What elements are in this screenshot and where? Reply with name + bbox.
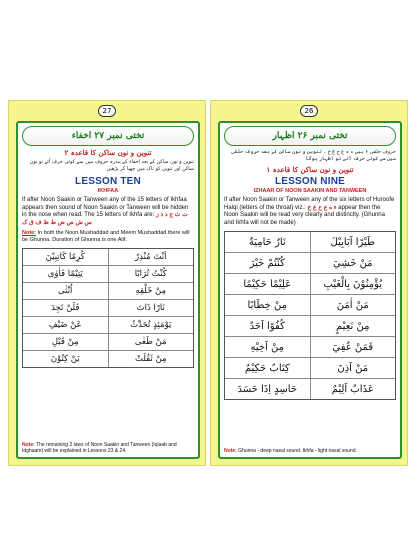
grid-cell: كِتَابٌ حَكِيْمٌ [244, 362, 290, 374]
grid-cell: فَلَنْ تَجِدَ [51, 302, 80, 313]
lesson-subtitle: IKHFAA [97, 188, 119, 194]
grid-row [23, 299, 193, 316]
urdu-rule-heading: تنوین و نون ساکن کا قاعدہ ۲ [64, 148, 152, 157]
example-grid [224, 231, 396, 400]
grid-cell: مَنْ طَغٰى [108, 334, 194, 350]
grid-cell: مِنْ خِطَابًا [247, 299, 287, 311]
lesson-paragraph [22, 197, 194, 227]
grid-cell: مِنْ خَلْقِهِ [108, 283, 194, 299]
lesson-card [218, 121, 402, 459]
grid-cell: مِنْ قَبْلِ [51, 336, 79, 347]
footer-note [22, 442, 194, 454]
urdu-title-banner: تختی نمبر ۲۷ اخفاء [22, 126, 194, 146]
grid-cell: يُؤْمِنُوْنَ بِالْغَيْبِ [310, 274, 396, 294]
note-text: In both the Noon Mushaddad and Meem Mushaddad there will be Ghunna. Duration of Ghunna is one Alif. [22, 230, 190, 243]
grid-cell: مِنْ نَعِيْمٍ [310, 316, 396, 336]
grid-cell: عَنْ ضَيْفِ [48, 319, 82, 330]
lesson-paragraph [224, 197, 396, 227]
right-page [210, 100, 408, 466]
lesson-card [16, 121, 200, 459]
urdu-rule-description: حروف حلقی ۶ ہیں ء ہ ع ح غ خ ۔ تنوین و نون ساکن کے بعد حروف حلقی میں سے کوئی حرف آئے تو اظہار ہوگا [231, 149, 396, 162]
grid-cell: نَارٌ حَامِيَةٌ [248, 236, 286, 248]
grid-cell: كُنْتُ تُرَابًا [108, 266, 194, 282]
grid-cell: كُفُوًا اَحَدٌ [249, 320, 285, 332]
page-number: 27 [98, 105, 116, 117]
note [22, 230, 194, 244]
grid-row [23, 282, 193, 299]
grid-cell: حَاسِدٍ اِذَا حَسَدَ [237, 383, 298, 395]
grid-cell: مَنْ اَذِنَ [310, 358, 396, 378]
left-page [8, 100, 206, 466]
urdu-rule-description: تنوین و نون ساکن کے بعد اخفاء کے پندرہ حروف میں سے کوئی حرف آئے تو نون ساکن اور تنوین کو ناک میں چھپا کر پڑھیں [29, 159, 194, 172]
footer-note-text: The remaining 2 laws of Noon Saakin and Tanween (Iqlaab and Idghaam) will be explained in Lessons 23 & 24. [22, 442, 177, 454]
grid-row [225, 273, 395, 294]
note-label: Note: [22, 230, 37, 236]
ikhfa-letters: ت ث ج د ذ ز س ش ص ض ط ظ ف ق ک [22, 212, 188, 226]
footer-note-label: Note: [22, 442, 35, 448]
grid-cell: يَوْمَئِذٍ تُحَدِّثُ [108, 317, 194, 333]
paragraph-text: If after Noon Saakin or Tanween any of the six letters of Huroofe Halqi (letters of the throat) viz.: [224, 197, 395, 211]
urdu-title-banner: تختی نمبر ۲۶ اظہار [224, 126, 396, 146]
grid-cell: عَلِيْمًا حَكِيْمًا [243, 278, 292, 290]
lesson-title: LESSON TEN [75, 176, 141, 187]
grid-row [23, 350, 193, 367]
paragraph-text-continued: appear then the Noon Saakin will be read very clearly and distinctly. (Ghunna and Ikhfa will not be made) [224, 204, 385, 226]
grid-row [225, 252, 395, 273]
grid-cell: فَمَنْ عُفِيَ [310, 337, 396, 357]
grid-row [225, 336, 395, 357]
grid-row [23, 316, 193, 333]
lesson-subtitle: IZHAAR OF NOON SAAKIN AND TANWEEN [253, 188, 367, 194]
grid-cell: مِنْ ثَقُلَتْ [108, 351, 194, 367]
grid-cell: يَنْ كِتُوْنَ [50, 353, 80, 364]
footer-note [224, 448, 396, 454]
grid-cell: يَتِيْمًا فَاٰوٰى [47, 268, 83, 279]
lesson-title: LESSON NINE [275, 176, 345, 187]
footer-note-text: Ghunna - deep nasal sound. Ikhfa - light nasal sound. [238, 448, 357, 454]
grid-row [225, 378, 395, 399]
grid-row [225, 315, 395, 336]
grid-row [225, 357, 395, 378]
book-spread [8, 100, 408, 466]
grid-cell: كُنْتُمْ خَيْرَ [249, 257, 285, 269]
grid-cell: نَارًا ذَاتَ [108, 300, 194, 316]
grid-row [23, 249, 193, 265]
grid-row [23, 265, 193, 282]
paragraph-text: If after Noon Saakin or Tanween any of the 15 letters of Ikhfaa appears then sound of Noon Saakin or Tanween will be hidden in the nose when read. The 15 letters of Ikhfa are: [22, 197, 189, 218]
grid-cell: اَنْتَ مُنْذِرٌ [108, 249, 194, 265]
footer-note-label: Note: [224, 448, 237, 454]
example-grid [22, 248, 194, 368]
grid-cell: طَيْرًا اَبَابِيْلَ [310, 232, 396, 252]
grid-cell: عَذَابٌ اَلِيْمٌ [310, 379, 396, 399]
halqi-letters: ء ه ع ح غ خ [307, 204, 337, 211]
grid-cell: اُنْثٰى [58, 285, 73, 296]
urdu-rule-heading: تنوین و نون ساکن کا قاعدہ ۱ [266, 165, 354, 174]
grid-row [225, 232, 395, 252]
grid-cell: كُرِمًا كَاتِبِيْنَ [45, 251, 85, 262]
page-number: 26 [300, 105, 318, 117]
grid-cell: مِنْ اَخِيْهِ [250, 341, 284, 353]
grid-cell: مَنْ خَشِيَ [310, 253, 396, 273]
grid-cell: مَنْ اٰمَنَ [310, 295, 396, 315]
grid-row [23, 333, 193, 350]
grid-row [225, 294, 395, 315]
